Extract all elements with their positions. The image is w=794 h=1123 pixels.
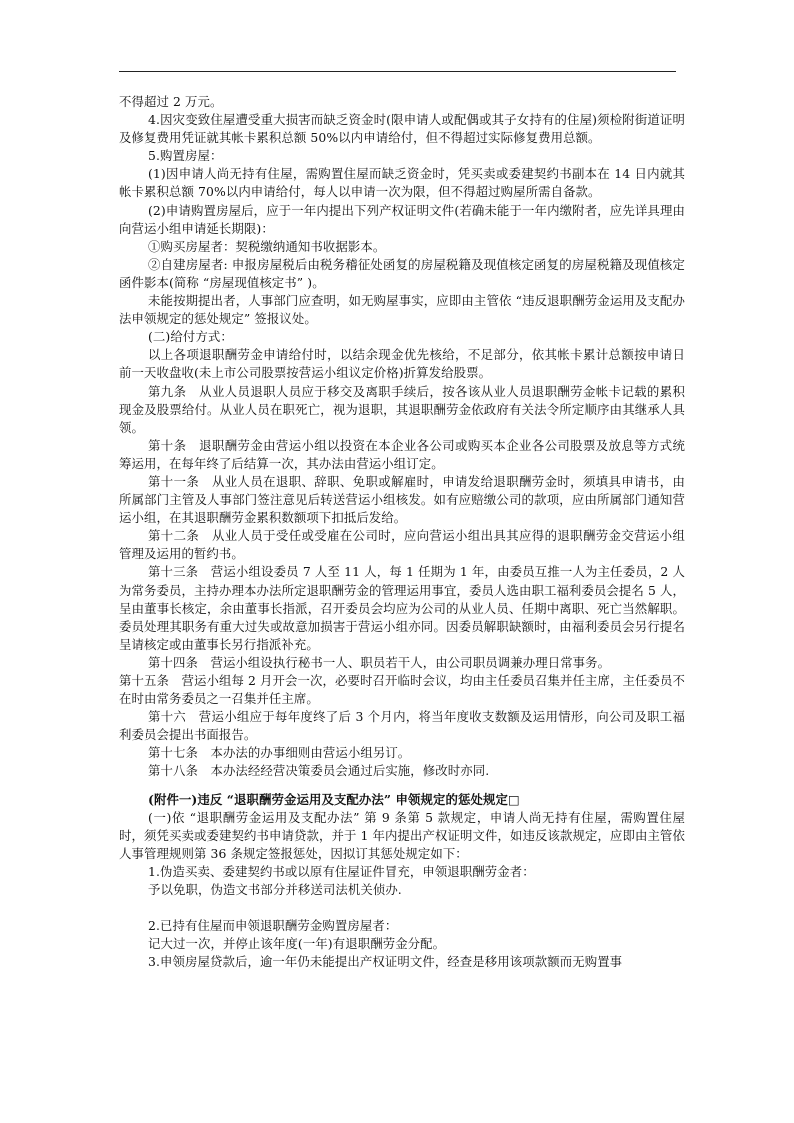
article-11: 第十一条 从业人员在退职、辞职、免职或解雇时，申请发给退职酬劳金时，须填具申请书，由所属部门主管及人事部门签注意见后转送营运小组核发。如有应赔缴公司的款项，应由所属部门通知营运小组，在其退职酬劳金累积数额项下扣抵后发给。 [119, 473, 685, 526]
paragraph: 予以免职，伪造文书部分并移送司法机关侦办. [148, 882, 402, 898]
article-18: 第十八条 本办法经经营决策委员会通过后实施，修改时亦同. [148, 763, 490, 779]
paragraph: 不得超过 2 万元。 [119, 94, 223, 109]
section-gap [119, 781, 685, 791]
header-rule [119, 71, 676, 72]
paragraph: 以上各项退职酬劳金申请给付时，以结余现金优先核给，不足部分，依其帐卡累计总额按申请日前一天收盘收(未上市公司股票按营运小组议定价格)折算发给股票。 [119, 347, 685, 381]
blank-line [119, 899, 685, 917]
article-9: 第九条 从业人员退职人员应于移交及离职手续后，按各该从业人员退职酬劳金帐卡记载的累积现金及股票给付。从业人员在职死亡，视为退职，其退职酬劳金依政府有关法令所定顺序由其继承人具领。 [119, 383, 685, 435]
article-12: 第十二条 从业人员于受任或受雇在公司时，应向营运小组出具其应得的退职酬劳金交营运小组管理及运用的暂约书。 [119, 528, 685, 562]
paragraph: (2)申请购置房屋后，应于一年内提出下列产权证明文件(若确未能于一年内缴附者，应先详具理由向营运小组申请延长期限)： [119, 202, 685, 236]
paragraph: 2.已持有住屋而申领退职酬劳金购置房屋者： [148, 918, 398, 934]
document-page [119, 93, 685, 971]
paragraph: 3.申领房屋贷款后，逾一年仍未能提出产权证明文件，经查是移用该项款额而无购置事 [148, 954, 623, 970]
article-14: 第十四条 营运小组设执行秘书一人、职员若干人，由公司职员调兼办理日常事务。 [148, 654, 611, 670]
article-10: 第十条 退职酬劳金由营运小组以投资在本企业各公司或购买本企业各公司股票及放息等方式统筹运用，在每年终了后结算一次，其办法由营运小组订定。 [119, 437, 685, 471]
article-13: 第十三条 营运小组设委员 7 人至 11 人，每 1 任期为 1 年，由委员互推一人为主任委员，2 人为常务委员，主持办理本办法所定退职酬劳金的管理运用事宜，委员人选由职工福利委员会提名 5 人，呈由董事长核定，余由董事长指派，召开委员会均应为公司的从业人员、任期中离职、死亡当然解职。委员处理其职务有重大过失或故意加损害于营运小组亦同。因委员解职缺额时，由福利委员会另行提名呈请核定或由董事长另行指派补充。 [119, 564, 685, 652]
paragraph: ①购买房屋者：契税缴纳通知书收据影本。 [148, 238, 386, 254]
paragraph: 未能按期提出者，人事部门应查明，如无购屋事实，应即由主管依 “违反退职酬劳金运用及支配办法申领规定的惩处规定” 签报议处。 [119, 293, 685, 327]
paragraph: 记大过一次，并停止该年度(一年)有退职酬劳金分配。 [148, 936, 446, 952]
paragraph: 4.因灾变致住屋遭受重大损害而缺乏资金时(限申请人或配偶或其子女持有的住屋)须检附街道证明及修复费用凭证就其帐卡累积总额 50%以内申请给付，但不得超过实际修复费用总额。 [119, 112, 685, 146]
paragraph: 1.伪造买卖、委建契约书或以原有住屋证件冒充，申领退职酬劳金者： [148, 863, 535, 879]
paragraph: (二)给付方式： [148, 329, 233, 345]
paragraph: 5.购置房屋： [148, 148, 223, 164]
appendix-heading: (附件一)违反 “退职酬劳金运用及支配办法” 申领规定的惩处规定□ [148, 791, 520, 807]
paragraph: (1)因申请人尚无持有住屋，需购置住屋而缺乏资金时，凭买卖或委建契约书副本在 14 日内就其帐卡累积总额 70%以内申请给付，每人以申请一次为限，但不得超过购屋所需自备款。 [119, 166, 685, 200]
article-17: 第十七条 本办法的办事细则由营运小组另订。 [148, 745, 411, 761]
paragraph: ②自建房屋者: 申报房屋税后由税务稽征处函复的房屋税籍及现值核定函复的房屋税籍及现值核定函件影本(简称 “房屋现值核定书” )。 [119, 256, 685, 290]
paragraph: (一)依 “退职酬劳金运用及支配办法” 第 9 条第 5 款规定，申请人尚无持有住屋，需购置住屋时，须凭买卖或委建契约书申请贷款，并于 1 年内提出产权证明文件，如违反该款规定，应即由主管依人事管理规则第 36 条规定签报惩处，因拟订其惩处规定如下： [119, 809, 685, 861]
article-16: 第十六 营运小组应于每年度终了后 3 个月内，将当年度收支数额及运用情形，向公司及职工福利委员会提出书面报告。 [119, 709, 685, 743]
article-15: 第十五条 营运小组每 2 月开会一次，必要时召开临时会议，均由主任委员召集并任主席，主任委员不在时由常务委员之一召集并任主席。 [119, 673, 685, 707]
